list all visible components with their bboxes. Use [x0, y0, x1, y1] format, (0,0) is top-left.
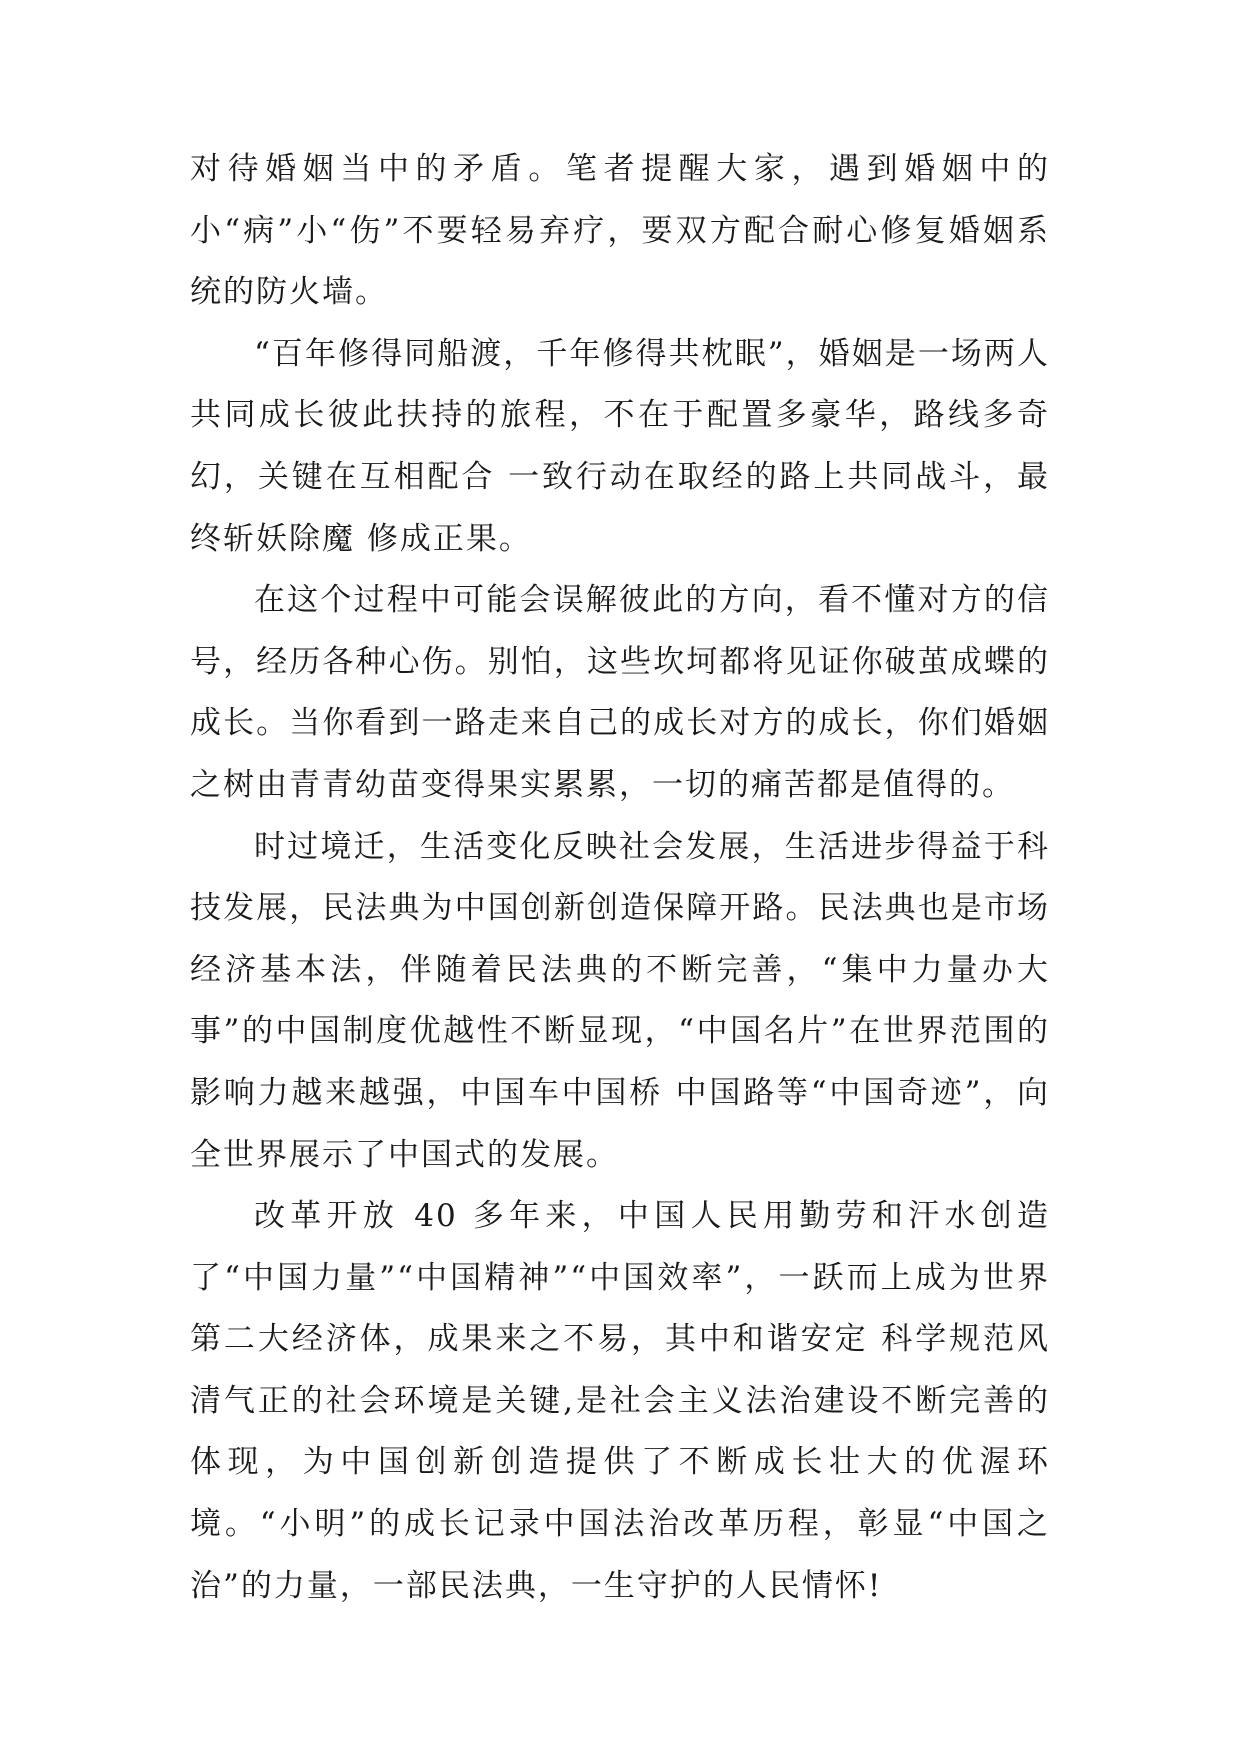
paragraph-4: 时过境迁，生活变化反映社会发展，生活进步得益于科技发展，民法典为中国创新创造保障开路。民法典也是市场经济基本法，伴随着民法典的不断完善，“集中力量办大事”的中国制度优越性不断显现，“中国名片”在世界范围的影响力越来越强，中国车中国桥 中国路等“中国奇迹”，向全世界展示了中国式的发展。 — [190, 828, 1050, 1173]
document-body — [190, 139, 1050, 1617]
paragraph-3: 在这个过程中可能会误解彼此的方向，看不懂对方的信号，经历各种心伤。别怕，这些坎坷都将见证你破茧成蝶的成长。当你看到一路走来自己的成长对方的成长，你们婚姻之树由青青幼苗变得果实累累，一切的痛苦都是值得的。 — [190, 582, 1050, 803]
paragraph-2: “百年修得同船渡，千年修得共枕眠”，婚姻是一场两人共同成长彼此扶持的旅程，不在于配置多豪华，路线多奇幻，关键在互相配合 一致行动在取经的路上共同战斗，最终斩妖除魔 修成正果。 — [190, 335, 1050, 557]
paragraph-1: 对待婚姻当中的矛盾。笔者提醒大家，遇到婚姻中的小“病”小“伤”不要轻易弃疗，要双方配合耐心修复婚姻系统的防火墙。 — [190, 151, 1050, 311]
paragraph-5: 改革开放 40 多年来，中国人民用勤劳和汗水创造了“中国力量”“中国精神”“中国效率”，一跃而上成为世界第二大经济体，成果来之不易，其中和谐安定 科学规范风清气正的社会环境是关键,是社会主义法治建设不断完善的体现，为中国创新创造提供了不断成长壮大的优渥环境。“小明”的成长记录中国法治改革历程，彰显“中国之治”的力量，一部民法典，一生守护的人民情怀! — [190, 1198, 1050, 1604]
